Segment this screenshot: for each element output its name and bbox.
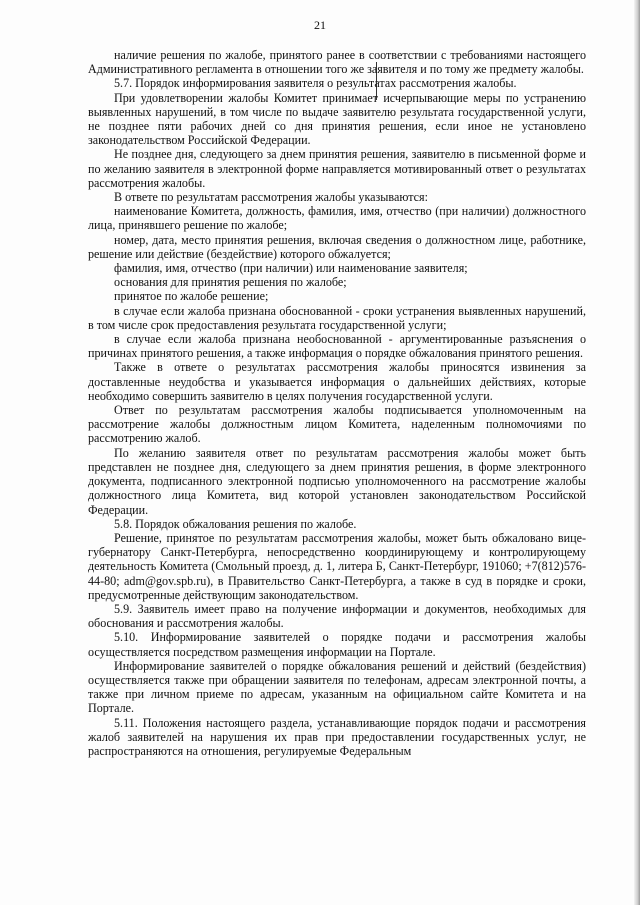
paragraph: Решение, принятое по результатам рассмотрения жалобы, может быть обжаловано вице-губернатору Санкт-Петербурга, непосредственно координирующему и контролирующему деятельность Комитета (Смольный проезд, д. 1, литера Б, Санкт-Петербург, 191060; +7(812)576-44-80; adm@gov.spb.ru), в Правительство Санкт-Петербурга, а также в суд в порядке и сроки, предусмотренные действующим законодательством.: [88, 530, 586, 602]
paragraph: Информирование заявителей о порядке обжалования решений и действий (бездействия) осуществляется также при обращении заявителя по телефонам, адресам электронной почты, а также при личном приеме по адресам, указанным на официальном сайте Комитета и на Портале.: [88, 658, 586, 716]
list-item: номер, дата, место принятия решения, включая сведения о должностном лице, работнике, решение или действие (бездействие) которого обжалуется;: [88, 232, 586, 261]
list-item: фамилия, имя, отчество (при наличии) или наименование заявителя;: [114, 261, 468, 276]
section-heading: 5.8. Порядок обжалования решения по жалобе.: [114, 516, 357, 531]
paragraph: По желанию заявителя ответ по результатам рассмотрения жалобы может быть представлен не позднее дня, следующего за днем принятия решения, в форме электронного документа, подписанного электронной подписью уполномоченного на рассмотрение жалобы должностного лица Комитета, вид которой установлен законодательством Российской Федерации.: [88, 445, 586, 517]
paragraph: 5.9. Заявитель имеет право на получение информации и документов, необходимых для обоснования и рассмотрения жалобы.: [88, 601, 586, 631]
scan-edge-shadow: [634, 0, 640, 905]
page-number: 21: [314, 18, 326, 32]
document-body: [88, 48, 586, 758]
paragraph: При удовлетворении жалобы Комитет принимает исчерпывающие меры по устранению выявленных нарушений, в том числе по выдаче заявителю результата государственной услуги, не позднее пяти рабочих дней со дня принятия решения, если иное не установлено законодательством Российской Федерации.: [88, 90, 586, 148]
paragraph: наличие решения по жалобе, принятого ранее в соответствии с требованиями настоящего Административного регламента в отношении того же заявителя и по тому же предмету жалобы.: [88, 48, 586, 77]
paragraph: В ответе по результатам рассмотрения жалобы указываются:: [114, 190, 428, 205]
paragraph: 5.10. Информирование заявителей о порядке подачи и рассмотрения жалобы осуществляется посредством размещения информации на Портале.: [88, 630, 586, 659]
paragraph: Не позднее дня, следующего за днем принятия решения, заявителю в письменной форме и по желанию заявителя в электронной форме направляется мотивированный ответ о результатах рассмотрения жалобы.: [88, 147, 586, 190]
section-heading: 5.7. Порядок информирования заявителя о результатах рассмотрения жалобы.: [114, 76, 517, 91]
list-item: основания для принятия решения по жалобе;: [114, 275, 347, 290]
paragraph: Ответ по результатам рассмотрения жалобы подписывается уполномоченным на рассмотрение жалобы должностным лицом Комитета, наделенным полномочиями по рассмотрению жалоб.: [88, 403, 586, 446]
list-item: наименование Комитета, должность, фамилия, имя, отчество (при наличии) должностного лица, принявшего решение по жалобе;: [88, 204, 586, 233]
list-item: в случае если жалоба признана необоснованной - аргументированные разъяснения о причинах принятого решения, а также информация о порядке обжалования принятого решения.: [88, 332, 586, 361]
list-item: в случае если жалоба признана обоснованной - сроки устранения выявленных нарушений, в том числе срок предоставления результата государственной услуги;: [88, 303, 586, 332]
paragraph: 5.11. Положения настоящего раздела, устанавливающие порядок подачи и рассмотрения жалоб заявителей на нарушения их прав при предоставлении государственных услуг, не распространяются на отношения, регулируемые Федеральным: [88, 715, 586, 758]
list-item: принятое по жалобе решение;: [114, 289, 269, 304]
paragraph: Также в ответе о результатах рассмотрения жалобы приносятся извинения за доставленные неудобства и указывается информация о дальнейших действиях, которые необходимо совершить заявителю в целях получения государственной услуги.: [88, 360, 586, 403]
